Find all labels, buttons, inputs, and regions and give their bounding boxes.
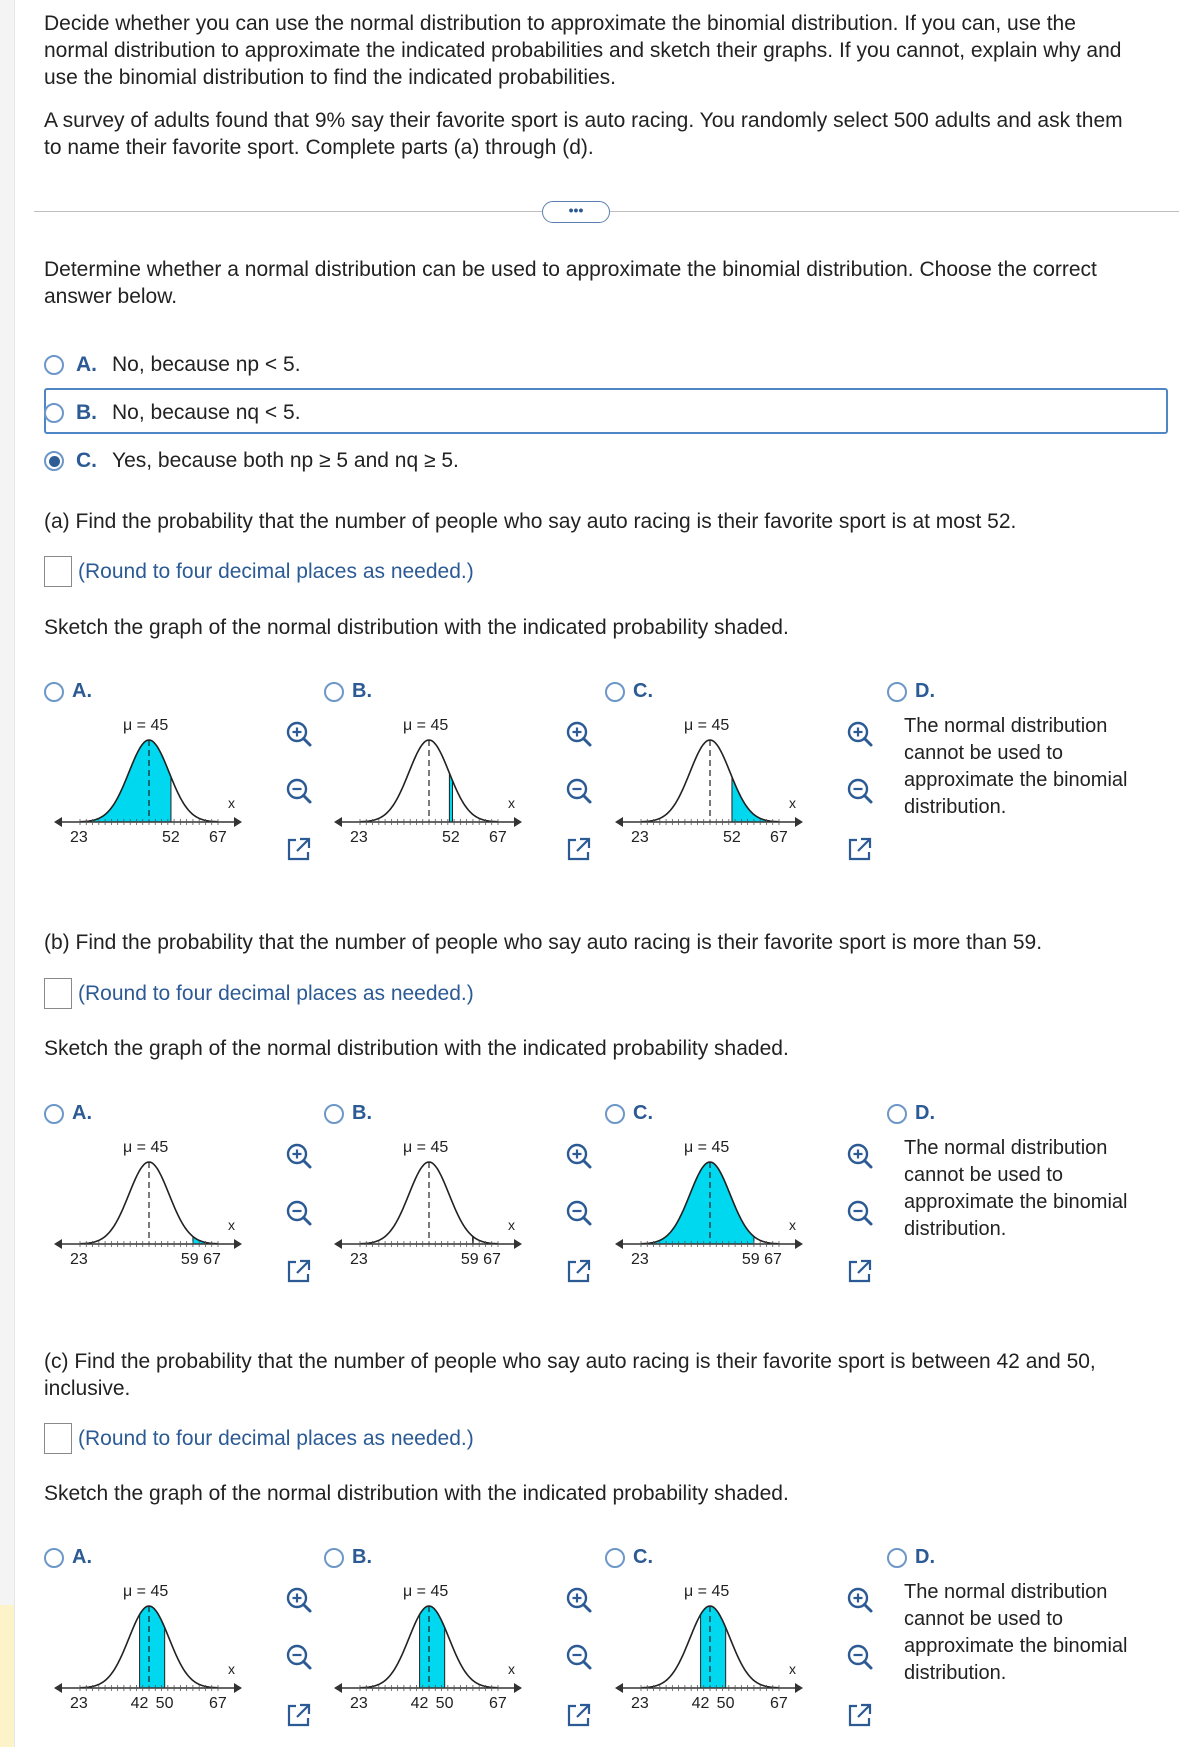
part-c-question: (c) Find the probability that the number of people who say auto racing is their favorite sport is between 42 and 50, inclusive. (44, 1350, 1096, 1400)
option-c-radio[interactable] (44, 451, 64, 471)
option-b[interactable] (44, 395, 301, 431)
mu-label: μ = 45 (123, 717, 169, 734)
part-a-round-note: (Round to four decimal places as needed.) (78, 559, 474, 583)
mu-label: μ = 45 (684, 717, 730, 734)
zoom-out-icon[interactable] (282, 1197, 316, 1231)
part-b-graph-option-a[interactable] (44, 1102, 92, 1125)
problem-text: A survey of adults found that 9% say their favorite sport is auto racing. You randomly select 500 adults and ask them to name their favorite sport. Complete parts (a) through (d). (44, 109, 1123, 159)
tick-label: 67 (489, 1695, 507, 1712)
zoom-in-icon[interactable] (562, 1584, 596, 1618)
tick-label: 23 (70, 829, 88, 846)
axis-arrow-left (615, 1683, 623, 1693)
tick-label: 23 (70, 1695, 88, 1712)
option-d-text: The normal distribution cannot be used to approximate the binomial distribution. (904, 1137, 1128, 1240)
tick-label: 42 (410, 1695, 429, 1712)
graph-option-letter: B. (352, 680, 372, 702)
zoom-out-icon[interactable] (843, 1641, 877, 1675)
tick-label: 59 67 (460, 1251, 501, 1268)
part-c-graph-option-c[interactable] (605, 1546, 653, 1569)
normal-curve-graph (611, 1576, 811, 1726)
axis-arrow-right (514, 817, 522, 827)
graph-option-letter: B. (352, 1546, 372, 1568)
tick-label: 42 (130, 1695, 149, 1712)
x-axis-label: x (508, 1661, 515, 1677)
zoom-out-icon[interactable] (282, 775, 316, 809)
part-a-answer-input[interactable] (44, 556, 72, 587)
tick-label: 59 67 (180, 1251, 221, 1268)
option-b-letter: B. (76, 401, 97, 424)
x-axis-label: x (789, 1661, 796, 1677)
graph-option-radio[interactable] (887, 1548, 907, 1568)
axis-arrow-left (615, 817, 623, 827)
graph-option-letter: D. (915, 1102, 935, 1124)
tick-label: 23 (631, 829, 649, 846)
part-c-graph-option-d[interactable] (887, 1546, 935, 1569)
part-b-graph-option-c[interactable] (605, 1102, 653, 1125)
normal-curve-graph (330, 1132, 530, 1282)
left-gutter (0, 0, 15, 1747)
axis-arrow-right (234, 1683, 242, 1693)
part-c-round-note: (Round to four decimal places as needed.) (78, 1426, 474, 1450)
gutter-highlight (0, 1605, 14, 1747)
tick-label: 23 (350, 1251, 368, 1268)
axis-arrow-right (795, 1239, 803, 1249)
graph-option-radio[interactable] (324, 682, 344, 702)
graph-option-radio[interactable] (605, 1548, 625, 1568)
tick-label: 23 (631, 1251, 649, 1268)
graph-toolbar (562, 1140, 602, 1311)
shaded-region (641, 1162, 754, 1244)
tick-label: 23 (70, 1251, 88, 1268)
part-b-round-note: (Round to four decimal places as needed.) (78, 981, 474, 1005)
option-c-letter: C. (76, 449, 97, 472)
graph-toolbar (282, 1140, 322, 1311)
tick-label: 59 67 (741, 1251, 782, 1268)
zoom-in-icon[interactable] (562, 718, 596, 752)
tick-label: 67 (489, 829, 507, 846)
zoom-in-icon[interactable] (843, 718, 877, 752)
graph-option-radio[interactable] (887, 1104, 907, 1124)
x-axis-label: x (508, 795, 515, 811)
graph-option-letter: A. (72, 1102, 92, 1124)
tick-label: 23 (350, 829, 368, 846)
part-c-graph-option-a[interactable] (44, 1546, 92, 1569)
zoom-out-icon[interactable] (843, 775, 877, 809)
option-b-text: No, because nq < 5. (112, 401, 301, 424)
more-button[interactable]: ••• (542, 201, 610, 223)
axis-arrow-left (54, 1683, 62, 1693)
part-c-answer[interactable] (44, 1423, 474, 1454)
expand-icon[interactable] (562, 832, 596, 866)
zoom-in-icon[interactable] (843, 1140, 877, 1174)
axis-arrow-right (234, 1239, 242, 1249)
part-c-answer-input[interactable] (44, 1423, 72, 1454)
part-a-graph-option-c[interactable] (605, 680, 653, 703)
tick-label: 50 (435, 1695, 454, 1712)
part-b-answer[interactable] (44, 978, 474, 1009)
zoom-out-icon[interactable] (562, 775, 596, 809)
part-b-question: (b) Find the probability that the number of people who say auto racing is their favorite sport is more than 59. (44, 931, 1043, 954)
axis-arrow-right (795, 817, 803, 827)
tick-label: 52 (722, 829, 741, 846)
expand-icon[interactable] (562, 1254, 596, 1288)
graph-option-letter: D. (915, 680, 935, 702)
expand-icon[interactable] (282, 1254, 316, 1288)
expand-icon[interactable] (282, 832, 316, 866)
axis-arrow-left (54, 817, 62, 827)
zoom-in-icon[interactable] (282, 1584, 316, 1618)
graph-option-radio[interactable] (44, 1104, 64, 1124)
mu-label: μ = 45 (123, 1583, 169, 1600)
x-axis-label: x (228, 795, 235, 811)
graph-toolbar (562, 1584, 602, 1755)
zoom-in-icon[interactable] (562, 1140, 596, 1174)
tick-label: 42 (691, 1695, 710, 1712)
axis-arrow-left (334, 1239, 342, 1249)
graph-toolbar (843, 1140, 883, 1311)
part-a-answer[interactable] (44, 556, 474, 587)
graph-option-letter: D. (915, 1546, 935, 1568)
option-a-letter: A. (76, 353, 97, 376)
tick-label: 67 (209, 829, 227, 846)
instructions-text: Decide whether you can use the normal distribution to approximate the binomial distribution. If you can, use the normal distribution to approximate the indicated probabilities and sketch their graphs. If you cannot, explain why and use the binomial distribution to find the indicated probabilities. (44, 12, 1122, 89)
mu-label: μ = 45 (123, 1139, 169, 1156)
zoom-out-icon[interactable] (562, 1197, 596, 1231)
normal-curve-graph (611, 1132, 811, 1282)
zoom-out-icon[interactable] (562, 1641, 596, 1675)
zoom-out-icon[interactable] (282, 1641, 316, 1675)
graph-option-letter: A. (72, 1546, 92, 1568)
axis-arrow-right (795, 1683, 803, 1693)
normal-curve-graph (50, 1576, 250, 1726)
option-d-text: The normal distribution cannot be used to approximate the binomial distribution. (904, 715, 1128, 818)
graph-toolbar (843, 718, 883, 889)
normal-curve-graph (330, 710, 530, 860)
tick-label: 50 (716, 1695, 735, 1712)
option-c[interactable] (44, 443, 459, 479)
axis-arrow-right (514, 1239, 522, 1249)
option-a-text: No, because np < 5. (112, 353, 301, 376)
part-c-sketch-prompt: Sketch the graph of the normal distribution with the indicated probability shaded. (44, 1482, 789, 1505)
tick-label: 67 (770, 1695, 788, 1712)
expand-icon[interactable] (843, 1254, 877, 1288)
axis-arrow-left (334, 1683, 342, 1693)
tick-label: 50 (155, 1695, 174, 1712)
option-a[interactable] (44, 347, 301, 383)
graph-option-letter: B. (352, 1102, 372, 1124)
axis-arrow-left (615, 1239, 623, 1249)
tick-label: 23 (631, 1695, 649, 1712)
option-a-radio[interactable] (44, 355, 64, 375)
graph-toolbar (282, 1584, 322, 1755)
axis-arrow-left (334, 817, 342, 827)
graph-option-radio[interactable] (324, 1104, 344, 1124)
x-axis-label: x (228, 1217, 235, 1233)
axis-arrow-right (514, 1683, 522, 1693)
zoom-out-icon[interactable] (843, 1197, 877, 1231)
part-b-answer-input[interactable] (44, 978, 72, 1009)
graph-option-radio[interactable] (44, 682, 64, 702)
part-b-graph-option-b[interactable] (324, 1102, 372, 1125)
tick-label: 23 (350, 1695, 368, 1712)
option-c-text: Yes, because both np ≥ 5 and nq ≥ 5. (112, 449, 459, 472)
tick-label: 52 (441, 829, 460, 846)
graph-toolbar (282, 718, 322, 889)
x-axis-label: x (508, 1217, 515, 1233)
graph-option-radio[interactable] (605, 682, 625, 702)
part-b-sketch-prompt: Sketch the graph of the normal distribution with the indicated probability shaded. (44, 1037, 789, 1060)
graph-option-radio[interactable] (887, 682, 907, 702)
normal-curve-graph (611, 710, 811, 860)
graph-option-letter: C. (633, 1102, 653, 1124)
x-axis-label: x (789, 1217, 796, 1233)
option-b-radio[interactable] (44, 403, 64, 423)
graph-option-letter: A. (72, 680, 92, 702)
normal-curve-graph (50, 710, 250, 860)
x-axis-label: x (228, 1661, 235, 1677)
graph-option-radio[interactable] (324, 1548, 344, 1568)
normal-curve-graph (50, 1132, 250, 1282)
axis-arrow-right (234, 817, 242, 827)
zoom-in-icon[interactable] (282, 718, 316, 752)
graph-option-radio[interactable] (44, 1548, 64, 1568)
part-b-graph-option-d[interactable] (887, 1102, 935, 1125)
part-a-graph-option-d[interactable] (887, 680, 935, 703)
expand-icon[interactable] (562, 1698, 596, 1732)
normal-curve-graph (330, 1576, 530, 1726)
part-a-graph-option-b[interactable] (324, 680, 372, 703)
zoom-in-icon[interactable] (282, 1140, 316, 1174)
option-d-text: The normal distribution cannot be used to approximate the binomial distribution. (904, 1581, 1128, 1684)
graph-option-letter: C. (633, 1546, 653, 1568)
tick-label: 67 (770, 829, 788, 846)
mu-label: μ = 45 (403, 1139, 449, 1156)
expand-icon[interactable] (282, 1698, 316, 1732)
axis-arrow-left (54, 1239, 62, 1249)
part-a-question: (a) Find the probability that the number of people who say auto racing is their favorite sport is at most 52. (44, 510, 1017, 533)
part-a-sketch-prompt: Sketch the graph of the normal distribution with the indicated probability shaded. (44, 616, 789, 639)
determine-question: Determine whether a normal distribution can be used to approximate the binomial distribution. Choose the correct answer below. (44, 258, 1097, 308)
expand-icon[interactable] (843, 832, 877, 866)
graph-toolbar (843, 1584, 883, 1755)
graph-option-radio[interactable] (605, 1104, 625, 1124)
x-axis-label: x (789, 795, 796, 811)
graph-option-letter: C. (633, 680, 653, 702)
mu-label: μ = 45 (403, 1583, 449, 1600)
mu-label: μ = 45 (403, 717, 449, 734)
graph-toolbar (562, 718, 602, 889)
tick-label: 52 (161, 829, 180, 846)
part-a-graph-option-a[interactable] (44, 680, 92, 703)
tick-label: 67 (209, 1695, 227, 1712)
expand-icon[interactable] (843, 1698, 877, 1732)
mu-label: μ = 45 (684, 1139, 730, 1156)
mu-label: μ = 45 (684, 1583, 730, 1600)
zoom-in-icon[interactable] (843, 1584, 877, 1618)
part-c-graph-option-b[interactable] (324, 1546, 372, 1569)
